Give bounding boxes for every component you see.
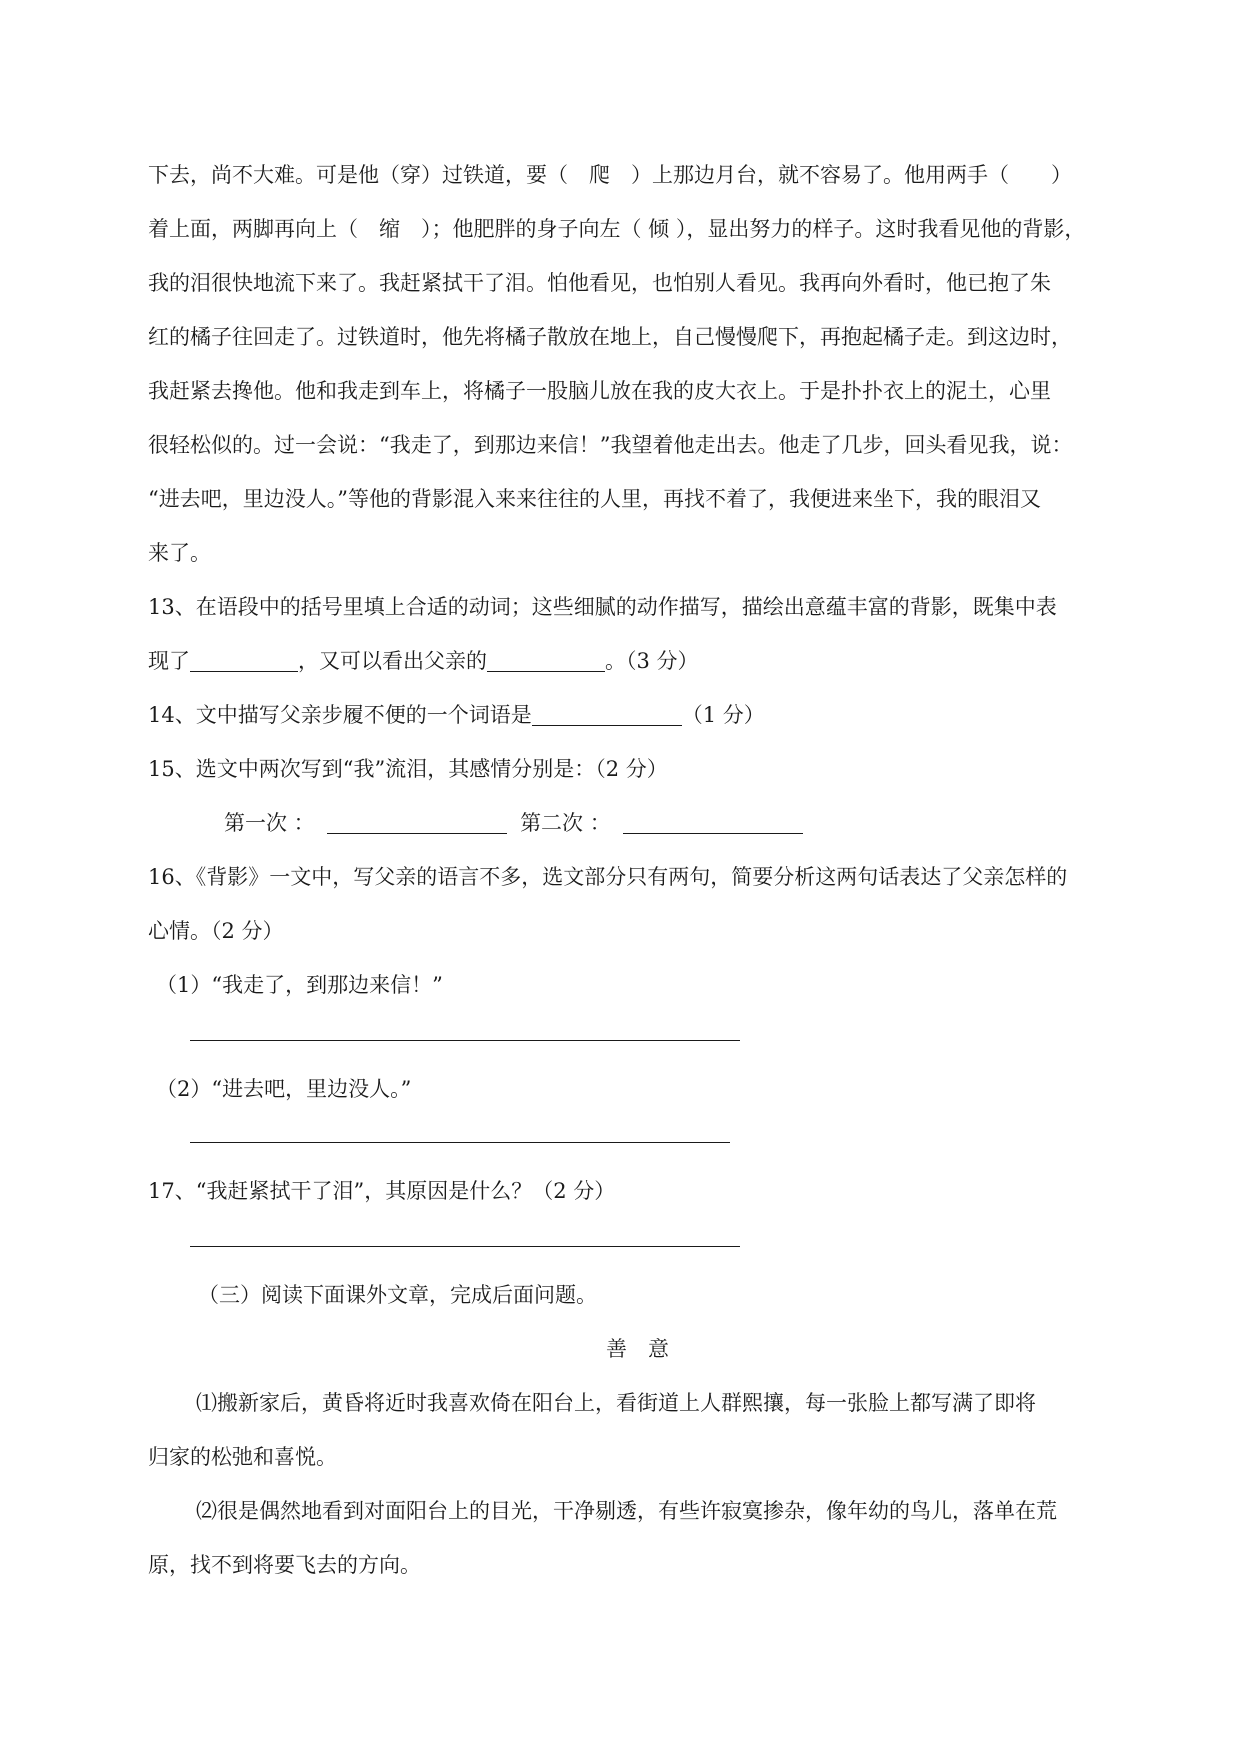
question-13-line2 <box>148 646 699 676</box>
question-16-sub1: （1）“我走了，到那边来信！” <box>156 973 443 997</box>
article-paragraph-1-line1: ⑴搬新家后，黄昏将近时我喜欢倚在阳台上，看街道上人群熙攘，每一张脸上都写满了即将 <box>196 1391 1036 1415</box>
article-paragraph-2-line2: 原，找不到将要飞去的方向。 <box>148 1553 421 1577</box>
passage-line: 我的泪很快地流下来了。我赶紧拭干了泪。怕他看见，也怕别人看见。我再向外看时，他已抱了朱 <box>148 271 1051 295</box>
article-paragraph-1-line2: 归家的松弛和喜悦。 <box>148 1445 337 1469</box>
q14-text: 14、文中描写父亲步履不便的一个词语是 <box>148 703 532 727</box>
q13-text-c: 。（3 分） <box>605 649 699 673</box>
passage-line: 下去，尚不大难。可是他（穿）过铁道，要（ 爬 ）上那边月台，就不容易了。他用两手（ ） <box>148 163 1072 187</box>
answer-line-q16-1[interactable] <box>190 1040 740 1041</box>
answer-blank-q15-second[interactable] <box>623 811 803 834</box>
answer-blank-q13-a[interactable] <box>190 649 298 672</box>
q15-first-label: 第一次 ： <box>224 811 315 835</box>
passage-line: 着上面，两脚再向上（ 缩 ）；他肥胖的身子向左（ 倾 ），显出努力的样子。这时我看见他的背影， <box>148 217 1086 241</box>
article-title: 善 意 <box>606 1337 669 1361</box>
q15-second-label: 第二次 ： <box>520 811 611 835</box>
q13-text-b: ，又可以看出父亲的 <box>298 649 487 673</box>
question-14 <box>148 700 765 730</box>
question-16-line2: 心情。（2 分） <box>148 919 284 943</box>
question-16-text: 16、《背影》一文中，写父亲的语言不多，选文部分只有两句，简要分析这两句话表达了父亲怎样的 <box>148 865 1068 889</box>
answer-blank-q15-first[interactable] <box>327 811 507 834</box>
answer-blank-q13-b[interactable] <box>487 649 605 672</box>
answer-blank-q14[interactable] <box>532 703 682 726</box>
section-3-heading: （三）阅读下面课外文章，完成后面问题。 <box>198 1283 597 1307</box>
passage-line: 来了。 <box>148 541 211 565</box>
passage-line: “进去吧，里边没人。”等他的背影混入来来往往的人里，再找不着了，我便进来坐下，我的眼泪又 <box>148 487 1041 511</box>
question-16-sub2: （2）“进去吧，里边没人。” <box>156 1077 412 1101</box>
question-15-text: 15、选文中两次写到“我”流泪，其感情分别是：（2 分） <box>148 757 668 781</box>
answer-line-q16-2[interactable] <box>190 1142 730 1143</box>
answer-line-q17[interactable] <box>190 1246 740 1247</box>
article-paragraph-2-line1: ⑵很是偶然地看到对面阳台上的目光，干净剔透，有些许寂寞掺杂，像年幼的鸟儿，落单在荒 <box>196 1499 1057 1523</box>
q13-text-a: 现了 <box>148 649 190 673</box>
q14-score: （1 分） <box>681 703 765 727</box>
passage-line: 很轻松似的。过一会说：“我走了，到那边来信！”我望着他走出去。他走了几步，回头看见我，说： <box>148 433 1073 457</box>
question-17-text: 17、“我赶紧拭干了泪”，其原因是什么？（2 分） <box>148 1179 616 1203</box>
question-13-text: 13、在语段中的括号里填上合适的动词；这些细腻的动作描写，描绘出意蕴丰富的背影，既集中表 <box>148 595 1057 619</box>
question-15-answers <box>224 808 803 838</box>
passage-line: 红的橘子往回走了。过铁道时，他先将橘子散放在地上，自己慢慢爬下，再抱起橘子走。到这边时， <box>148 325 1072 349</box>
passage-line: 我赶紧去搀他。他和我走到车上，将橘子一股脑儿放在我的皮大衣上。于是扑扑衣上的泥土，心里 <box>148 379 1051 403</box>
